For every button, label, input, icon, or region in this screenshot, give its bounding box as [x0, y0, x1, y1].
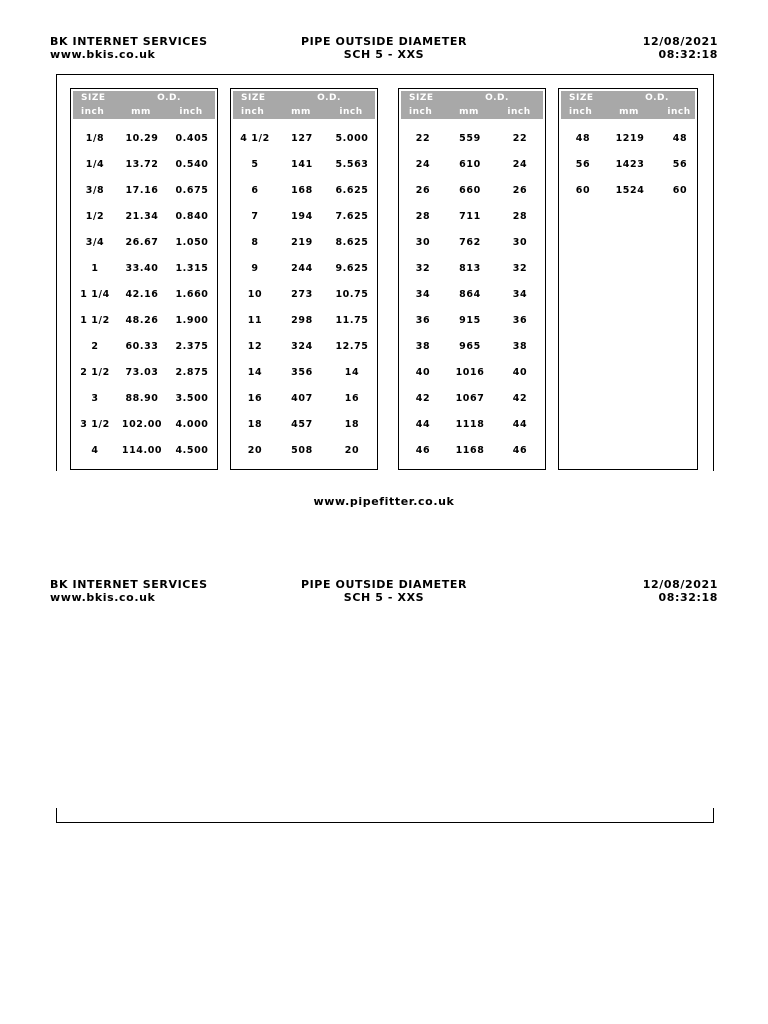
size-cell: 42	[415, 393, 431, 404]
table-row	[231, 133, 377, 147]
table-row	[399, 263, 545, 277]
size-cell: 4 1/2	[240, 133, 270, 144]
table-row	[399, 237, 545, 251]
inch-cell: 42	[512, 393, 528, 404]
inch-cell: 1.050	[175, 237, 209, 248]
size-cell: 34	[415, 289, 431, 300]
od-table-2	[230, 88, 378, 470]
mm-cell: 48.26	[125, 315, 159, 326]
mm-cell: 26.67	[125, 237, 159, 248]
table-row	[559, 133, 697, 147]
mm-cell: 194	[291, 211, 313, 222]
size-cell: 5	[251, 159, 259, 170]
table-header	[233, 91, 375, 119]
table-header	[401, 91, 543, 119]
size-cell: 2	[91, 341, 99, 352]
size-cell: 40	[415, 367, 431, 378]
size-cell: 20	[247, 445, 263, 456]
mm-cell: 168	[291, 185, 313, 196]
size-cell: 1 1/4	[80, 289, 110, 300]
table-row	[231, 289, 377, 303]
company-name: BK INTERNET SERVICES	[50, 35, 208, 48]
table-row	[231, 393, 377, 407]
size-cell: 1 1/2	[80, 315, 110, 326]
size-cell: 18	[247, 419, 263, 430]
mm-cell: 21.34	[125, 211, 159, 222]
table-row	[71, 159, 217, 173]
mm-cell: 42.16	[125, 289, 159, 300]
inch-cell: 26	[512, 185, 528, 196]
size-cell: 1/2	[85, 211, 105, 222]
od-header: O.D.	[157, 93, 181, 103]
table-row	[399, 133, 545, 147]
table-row	[231, 185, 377, 199]
inch-cell: 0.405	[175, 133, 209, 144]
inch-cell: 38	[512, 341, 528, 352]
page-frame-2	[56, 808, 714, 823]
inch-cell: 44	[512, 419, 528, 430]
size-cell: 1/4	[85, 159, 105, 170]
table-row	[399, 315, 545, 329]
company-site: www.bkis.co.uk	[50, 48, 156, 61]
od-header: O.D.	[645, 93, 669, 103]
inch-cell: 9.625	[335, 263, 369, 274]
inch-cell: 0.840	[175, 211, 209, 222]
inch-cell: 16	[344, 393, 360, 404]
od-table-1	[70, 88, 218, 470]
inch-cell: 11.75	[335, 315, 369, 326]
inch-cell: 8.625	[335, 237, 369, 248]
table-row	[399, 393, 545, 407]
mm-cell: 17.16	[125, 185, 159, 196]
inch-cell: 0.540	[175, 159, 209, 170]
table-row	[71, 315, 217, 329]
inch-unit-header: inch	[339, 107, 363, 117]
table-row	[399, 341, 545, 355]
size-cell: 8	[251, 237, 259, 248]
inch-unit-header: inch	[179, 107, 203, 117]
footer-url: www.pipefitter.co.uk	[313, 495, 455, 508]
table-row	[399, 419, 545, 433]
inch-cell: 6.625	[335, 185, 369, 196]
inch-unit-header: inch	[507, 107, 531, 117]
table-row	[71, 341, 217, 355]
table-row	[231, 315, 377, 329]
size-cell: 30	[415, 237, 431, 248]
size-cell: 44	[415, 419, 431, 430]
table-row	[399, 211, 545, 225]
size-cell: 24	[415, 159, 431, 170]
mm-cell: 965	[459, 341, 481, 352]
inch-cell: 7.625	[335, 211, 369, 222]
mm-cell: 273	[291, 289, 313, 300]
table-row	[71, 133, 217, 147]
od-table-4	[558, 88, 698, 470]
table-row	[399, 185, 545, 199]
page-title: PIPE OUTSIDE DIAMETER	[300, 35, 468, 48]
size-cell: 36	[415, 315, 431, 326]
inch-cell: 1.900	[175, 315, 209, 326]
mm-cell: 127	[291, 133, 313, 144]
table-row	[399, 445, 545, 459]
size-cell: 12	[247, 341, 263, 352]
size-header: SIZE	[241, 93, 266, 103]
mm-unit-header: mm	[291, 107, 311, 117]
table-row	[231, 367, 377, 381]
mm-cell: 73.03	[125, 367, 159, 378]
size-cell: 22	[415, 133, 431, 144]
mm-cell: 1067	[455, 393, 485, 404]
inch-cell: 30	[512, 237, 528, 248]
table-row	[71, 237, 217, 251]
size-cell: 46	[415, 445, 431, 456]
mm-cell: 60.33	[125, 341, 159, 352]
table-row	[71, 367, 217, 381]
mm-cell: 559	[459, 133, 481, 144]
table-row	[399, 289, 545, 303]
mm-cell: 219	[291, 237, 313, 248]
inch-cell: 10.75	[335, 289, 369, 300]
size-cell: 1	[91, 263, 99, 274]
mm-cell: 711	[459, 211, 481, 222]
inch-cell: 4.500	[175, 445, 209, 456]
inch-cell: 20	[344, 445, 360, 456]
table-row	[71, 445, 217, 459]
print-date-2: 12/08/2021	[642, 578, 718, 591]
inch-cell: 1.660	[175, 289, 209, 300]
mm-cell: 324	[291, 341, 313, 352]
print-date: 12/08/2021	[642, 35, 718, 48]
table-row	[231, 263, 377, 277]
table-row	[71, 393, 217, 407]
size-cell: 56	[575, 159, 591, 170]
table-row	[231, 211, 377, 225]
size-cell: 6	[251, 185, 259, 196]
table-header	[73, 91, 215, 119]
page-subtitle: SCH 5 - XXS	[343, 48, 425, 61]
od-table-3	[398, 88, 546, 470]
table-row	[231, 237, 377, 251]
mm-cell: 1118	[455, 419, 485, 430]
page-title-2: PIPE OUTSIDE DIAMETER	[300, 578, 468, 591]
size-cell: 14	[247, 367, 263, 378]
mm-unit-header: mm	[459, 107, 479, 117]
mm-cell: 508	[291, 445, 313, 456]
mm-cell: 813	[459, 263, 481, 274]
table-row	[231, 445, 377, 459]
mm-cell: 915	[459, 315, 481, 326]
inch-cell: 5.563	[335, 159, 369, 170]
mm-cell: 141	[291, 159, 313, 170]
od-header: O.D.	[485, 93, 509, 103]
mm-cell: 610	[459, 159, 481, 170]
od-header: O.D.	[317, 93, 341, 103]
inch-cell: 2.875	[175, 367, 209, 378]
company-site-2: www.bkis.co.uk	[50, 591, 156, 604]
size-cell: 10	[247, 289, 263, 300]
mm-cell: 1168	[455, 445, 485, 456]
size-cell: 1/8	[85, 133, 105, 144]
inch-cell: 36	[512, 315, 528, 326]
table-row	[71, 419, 217, 433]
size-cell: 38	[415, 341, 431, 352]
print-time-2: 08:32:18	[658, 591, 718, 604]
inch-cell: 40	[512, 367, 528, 378]
mm-cell: 1016	[455, 367, 485, 378]
mm-cell: 1219	[615, 133, 645, 144]
size-cell: 9	[251, 263, 259, 274]
inch-cell: 14	[344, 367, 360, 378]
mm-cell: 762	[459, 237, 481, 248]
mm-unit-header: mm	[619, 107, 639, 117]
table-row	[399, 159, 545, 173]
size-cell: 3	[91, 393, 99, 404]
inch-unit-header: inch	[667, 107, 691, 117]
table-row	[399, 367, 545, 381]
company-name-2: BK INTERNET SERVICES	[50, 578, 208, 591]
size-cell: 16	[247, 393, 263, 404]
page-subtitle-2: SCH 5 - XXS	[343, 591, 425, 604]
size-header: SIZE	[409, 93, 434, 103]
size-cell: 4	[91, 445, 99, 456]
table-header	[561, 91, 695, 119]
inch-cell: 18	[344, 419, 360, 430]
table-row	[559, 185, 697, 199]
inch-cell: 3.500	[175, 393, 209, 404]
mm-cell: 88.90	[125, 393, 159, 404]
mm-cell: 1524	[615, 185, 645, 196]
table-row	[231, 159, 377, 173]
size-unit-header: inch	[409, 107, 433, 117]
size-cell: 7	[251, 211, 259, 222]
table-row	[231, 419, 377, 433]
mm-cell: 864	[459, 289, 481, 300]
inch-cell: 46	[512, 445, 528, 456]
mm-unit-header: mm	[131, 107, 151, 117]
mm-cell: 33.40	[125, 263, 159, 274]
inch-cell: 1.315	[175, 263, 209, 274]
table-row	[559, 159, 697, 173]
mm-cell: 298	[291, 315, 313, 326]
mm-cell: 244	[291, 263, 313, 274]
inch-cell: 28	[512, 211, 528, 222]
inch-cell: 22	[512, 133, 528, 144]
size-unit-header: inch	[569, 107, 593, 117]
inch-cell: 32	[512, 263, 528, 274]
size-header: SIZE	[81, 93, 106, 103]
mm-cell: 102.00	[121, 419, 163, 430]
inch-cell: 4.000	[175, 419, 209, 430]
size-unit-header: inch	[241, 107, 265, 117]
table-row	[71, 211, 217, 225]
mm-cell: 457	[291, 419, 313, 430]
mm-cell: 1423	[615, 159, 645, 170]
table-row	[71, 263, 217, 277]
inch-cell: 48	[672, 133, 688, 144]
inch-cell: 34	[512, 289, 528, 300]
mm-cell: 356	[291, 367, 313, 378]
size-header: SIZE	[569, 93, 594, 103]
size-cell: 11	[247, 315, 263, 326]
size-cell: 28	[415, 211, 431, 222]
inch-cell: 5.000	[335, 133, 369, 144]
inch-cell: 12.75	[335, 341, 369, 352]
inch-cell: 24	[512, 159, 528, 170]
size-cell: 2 1/2	[80, 367, 110, 378]
mm-cell: 13.72	[125, 159, 159, 170]
size-cell: 48	[575, 133, 591, 144]
size-cell: 60	[575, 185, 591, 196]
print-time: 08:32:18	[658, 48, 718, 61]
table-row	[71, 185, 217, 199]
inch-cell: 0.675	[175, 185, 209, 196]
page-header	[0, 35, 768, 65]
inch-cell: 60	[672, 185, 688, 196]
mm-cell: 407	[291, 393, 313, 404]
inch-cell: 2.375	[175, 341, 209, 352]
table-row	[231, 341, 377, 355]
size-cell: 3 1/2	[80, 419, 110, 430]
size-cell: 26	[415, 185, 431, 196]
table-row	[71, 289, 217, 303]
size-cell: 3/8	[85, 185, 105, 196]
mm-cell: 660	[459, 185, 481, 196]
inch-cell: 56	[672, 159, 688, 170]
page-header-2	[0, 578, 768, 608]
size-unit-header: inch	[81, 107, 105, 117]
mm-cell: 10.29	[125, 133, 159, 144]
size-cell: 32	[415, 263, 431, 274]
size-cell: 3/4	[85, 237, 105, 248]
mm-cell: 114.00	[121, 445, 163, 456]
